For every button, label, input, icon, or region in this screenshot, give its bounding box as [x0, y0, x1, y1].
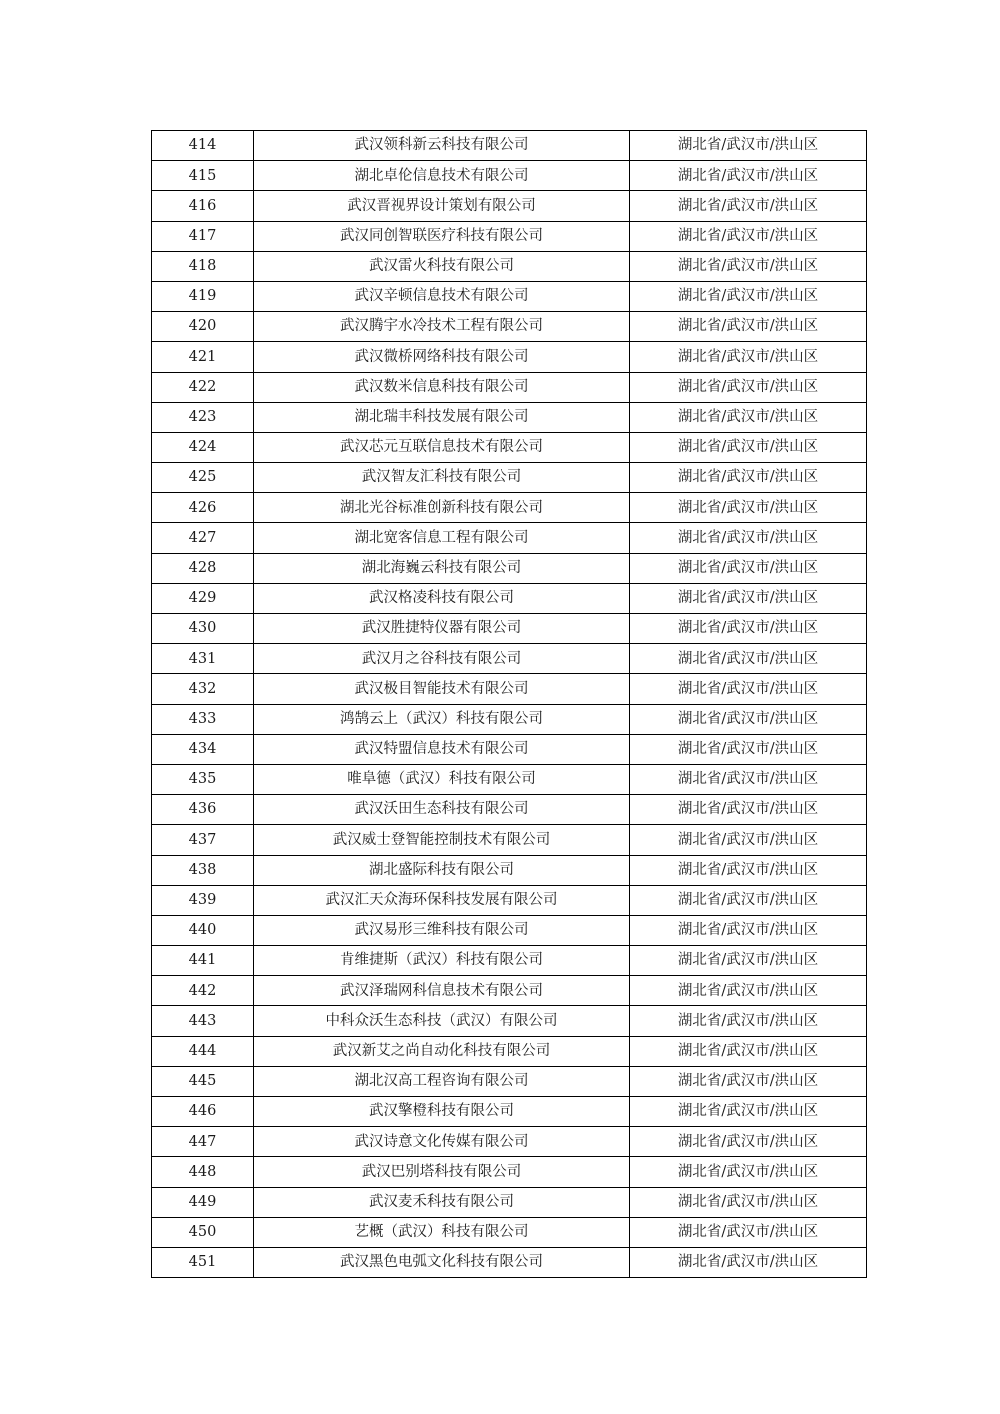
company-name-cell: 武汉领科新云科技有限公司: [254, 131, 630, 161]
company-name-cell: 武汉诗意文化传媒有限公司: [254, 1127, 630, 1157]
table-row: [152, 523, 867, 553]
region-cell: 湖北省/武汉市/洪山区: [630, 946, 867, 976]
company-name-cell: 武汉辛顿信息技术有限公司: [254, 281, 630, 311]
company-name-cell: 武汉擎橙科技有限公司: [254, 1097, 630, 1127]
company-name-cell: 湖北光谷标准创新科技有限公司: [254, 493, 630, 523]
region-cell: 湖北省/武汉市/洪山区: [630, 432, 867, 462]
company-name-cell: 湖北卓伦信息技术有限公司: [254, 161, 630, 191]
company-name-cell: 武汉新艾之尚自动化科技有限公司: [254, 1036, 630, 1066]
region-cell: 湖北省/武汉市/洪山区: [630, 342, 867, 372]
region-cell: 湖北省/武汉市/洪山区: [630, 372, 867, 402]
region-cell: 湖北省/武汉市/洪山区: [630, 251, 867, 281]
table-row: [152, 372, 867, 402]
row-number-cell: 450: [152, 1217, 254, 1247]
row-number-cell: 446: [152, 1097, 254, 1127]
row-number-cell: 438: [152, 855, 254, 885]
company-name-cell: 武汉极目智能技术有限公司: [254, 674, 630, 704]
row-number-cell: 429: [152, 583, 254, 613]
company-name-cell: 武汉黑色电弧文化科技有限公司: [254, 1247, 630, 1277]
company-name-cell: 武汉泽瑞网科信息技术有限公司: [254, 976, 630, 1006]
region-cell: 湖北省/武汉市/洪山区: [630, 644, 867, 674]
table-row: [152, 281, 867, 311]
table-row: [152, 1036, 867, 1066]
company-name-cell: 唯阜德（武汉）科技有限公司: [254, 764, 630, 794]
company-name-cell: 肯维捷斯（武汉）科技有限公司: [254, 946, 630, 976]
company-name-cell: 武汉同创智联医疗科技有限公司: [254, 221, 630, 251]
table-row: [152, 493, 867, 523]
region-cell: 湖北省/武汉市/洪山区: [630, 1127, 867, 1157]
row-number-cell: 418: [152, 251, 254, 281]
row-number-cell: 435: [152, 764, 254, 794]
table-row: [152, 795, 867, 825]
region-cell: 湖北省/武汉市/洪山区: [630, 674, 867, 704]
company-name-cell: 武汉芯元互联信息技术有限公司: [254, 432, 630, 462]
table-row: [152, 614, 867, 644]
company-name-cell: 湖北盛际科技有限公司: [254, 855, 630, 885]
row-number-cell: 428: [152, 553, 254, 583]
row-number-cell: 425: [152, 463, 254, 493]
region-cell: 湖北省/武汉市/洪山区: [630, 734, 867, 764]
company-name-cell: 武汉数米信息科技有限公司: [254, 372, 630, 402]
row-number-cell: 444: [152, 1036, 254, 1066]
row-number-cell: 449: [152, 1187, 254, 1217]
table-row: [152, 553, 867, 583]
company-name-cell: 中科众沃生态科技（武汉）有限公司: [254, 1006, 630, 1036]
row-number-cell: 423: [152, 402, 254, 432]
company-name-cell: 武汉格凌科技有限公司: [254, 583, 630, 613]
table-row: [152, 402, 867, 432]
table-row: [152, 1097, 867, 1127]
table-row: [152, 251, 867, 281]
company-name-cell: 武汉微桥网络科技有限公司: [254, 342, 630, 372]
row-number-cell: 414: [152, 131, 254, 161]
table-row: [152, 825, 867, 855]
company-name-cell: 武汉特盟信息技术有限公司: [254, 734, 630, 764]
company-name-cell: 湖北汉高工程咨询有限公司: [254, 1066, 630, 1096]
table-row: [152, 432, 867, 462]
row-number-cell: 445: [152, 1066, 254, 1096]
table-row: [152, 1217, 867, 1247]
row-number-cell: 419: [152, 281, 254, 311]
row-number-cell: 421: [152, 342, 254, 372]
row-number-cell: 420: [152, 312, 254, 342]
row-number-cell: 427: [152, 523, 254, 553]
row-number-cell: 417: [152, 221, 254, 251]
region-cell: 湖北省/武汉市/洪山区: [630, 161, 867, 191]
table-row: [152, 976, 867, 1006]
region-cell: 湖北省/武汉市/洪山区: [630, 221, 867, 251]
region-cell: 湖北省/武汉市/洪山区: [630, 1217, 867, 1247]
table-row: [152, 161, 867, 191]
row-number-cell: 434: [152, 734, 254, 764]
table-row: [152, 915, 867, 945]
region-cell: 湖北省/武汉市/洪山区: [630, 1006, 867, 1036]
region-cell: 湖北省/武汉市/洪山区: [630, 825, 867, 855]
region-cell: 湖北省/武汉市/洪山区: [630, 976, 867, 1006]
table-row: [152, 734, 867, 764]
row-number-cell: 443: [152, 1006, 254, 1036]
region-cell: 湖北省/武汉市/洪山区: [630, 583, 867, 613]
company-list-table: [151, 130, 867, 1278]
company-name-cell: 湖北海巍云科技有限公司: [254, 553, 630, 583]
company-name-cell: 艺概（武汉）科技有限公司: [254, 1217, 630, 1247]
region-cell: 湖北省/武汉市/洪山区: [630, 915, 867, 945]
region-cell: 湖北省/武汉市/洪山区: [630, 1066, 867, 1096]
table-row: [152, 704, 867, 734]
table-row: [152, 1187, 867, 1217]
table-row: [152, 764, 867, 794]
row-number-cell: 422: [152, 372, 254, 402]
table-row: [152, 463, 867, 493]
company-name-cell: 武汉雷火科技有限公司: [254, 251, 630, 281]
table-row: [152, 885, 867, 915]
company-name-cell: 武汉易形三维科技有限公司: [254, 915, 630, 945]
region-cell: 湖北省/武汉市/洪山区: [630, 704, 867, 734]
company-name-cell: 武汉腾宇水冷技术工程有限公司: [254, 312, 630, 342]
region-cell: 湖北省/武汉市/洪山区: [630, 1247, 867, 1277]
table-row: [152, 855, 867, 885]
company-name-cell: 武汉威士登智能控制技术有限公司: [254, 825, 630, 855]
region-cell: 湖北省/武汉市/洪山区: [630, 1097, 867, 1127]
region-cell: 湖北省/武汉市/洪山区: [630, 191, 867, 221]
table-row: [152, 1127, 867, 1157]
row-number-cell: 432: [152, 674, 254, 704]
company-name-cell: 湖北宽客信息工程有限公司: [254, 523, 630, 553]
region-cell: 湖北省/武汉市/洪山区: [630, 1036, 867, 1066]
table-row: [152, 1247, 867, 1277]
region-cell: 湖北省/武汉市/洪山区: [630, 885, 867, 915]
table-row: [152, 191, 867, 221]
region-cell: 湖北省/武汉市/洪山区: [630, 493, 867, 523]
row-number-cell: 415: [152, 161, 254, 191]
region-cell: 湖北省/武汉市/洪山区: [630, 523, 867, 553]
company-name-cell: 湖北瑞丰科技发展有限公司: [254, 402, 630, 432]
row-number-cell: 430: [152, 614, 254, 644]
company-name-cell: 武汉汇天众海环保科技发展有限公司: [254, 885, 630, 915]
row-number-cell: 442: [152, 976, 254, 1006]
table-row: [152, 674, 867, 704]
region-cell: 湖北省/武汉市/洪山区: [630, 131, 867, 161]
row-number-cell: 416: [152, 191, 254, 221]
row-number-cell: 451: [152, 1247, 254, 1277]
table-row: [152, 644, 867, 674]
row-number-cell: 441: [152, 946, 254, 976]
row-number-cell: 424: [152, 432, 254, 462]
row-number-cell: 431: [152, 644, 254, 674]
region-cell: 湖北省/武汉市/洪山区: [630, 281, 867, 311]
region-cell: 湖北省/武汉市/洪山区: [630, 1157, 867, 1187]
company-name-cell: 武汉月之谷科技有限公司: [254, 644, 630, 674]
row-number-cell: 433: [152, 704, 254, 734]
row-number-cell: 426: [152, 493, 254, 523]
table-row: [152, 342, 867, 372]
company-name-cell: 鸿鹄云上（武汉）科技有限公司: [254, 704, 630, 734]
row-number-cell: 447: [152, 1127, 254, 1157]
row-number-cell: 437: [152, 825, 254, 855]
region-cell: 湖北省/武汉市/洪山区: [630, 463, 867, 493]
table-row: [152, 1157, 867, 1187]
row-number-cell: 440: [152, 915, 254, 945]
table-row: [152, 312, 867, 342]
company-name-cell: 武汉晋视界设计策划有限公司: [254, 191, 630, 221]
company-name-cell: 武汉麦禾科技有限公司: [254, 1187, 630, 1217]
table-row: [152, 131, 867, 161]
region-cell: 湖北省/武汉市/洪山区: [630, 1187, 867, 1217]
table-row: [152, 1066, 867, 1096]
row-number-cell: 436: [152, 795, 254, 825]
row-number-cell: 439: [152, 885, 254, 915]
region-cell: 湖北省/武汉市/洪山区: [630, 553, 867, 583]
company-list-body: [152, 131, 867, 1278]
region-cell: 湖北省/武汉市/洪山区: [630, 614, 867, 644]
region-cell: 湖北省/武汉市/洪山区: [630, 795, 867, 825]
table-row: [152, 946, 867, 976]
table-row: [152, 583, 867, 613]
region-cell: 湖北省/武汉市/洪山区: [630, 764, 867, 794]
company-name-cell: 武汉沃田生态科技有限公司: [254, 795, 630, 825]
company-name-cell: 武汉智友汇科技有限公司: [254, 463, 630, 493]
region-cell: 湖北省/武汉市/洪山区: [630, 855, 867, 885]
region-cell: 湖北省/武汉市/洪山区: [630, 312, 867, 342]
table-row: [152, 221, 867, 251]
region-cell: 湖北省/武汉市/洪山区: [630, 402, 867, 432]
company-name-cell: 武汉胜捷特仪器有限公司: [254, 614, 630, 644]
row-number-cell: 448: [152, 1157, 254, 1187]
table-row: [152, 1006, 867, 1036]
company-name-cell: 武汉巴别塔科技有限公司: [254, 1157, 630, 1187]
